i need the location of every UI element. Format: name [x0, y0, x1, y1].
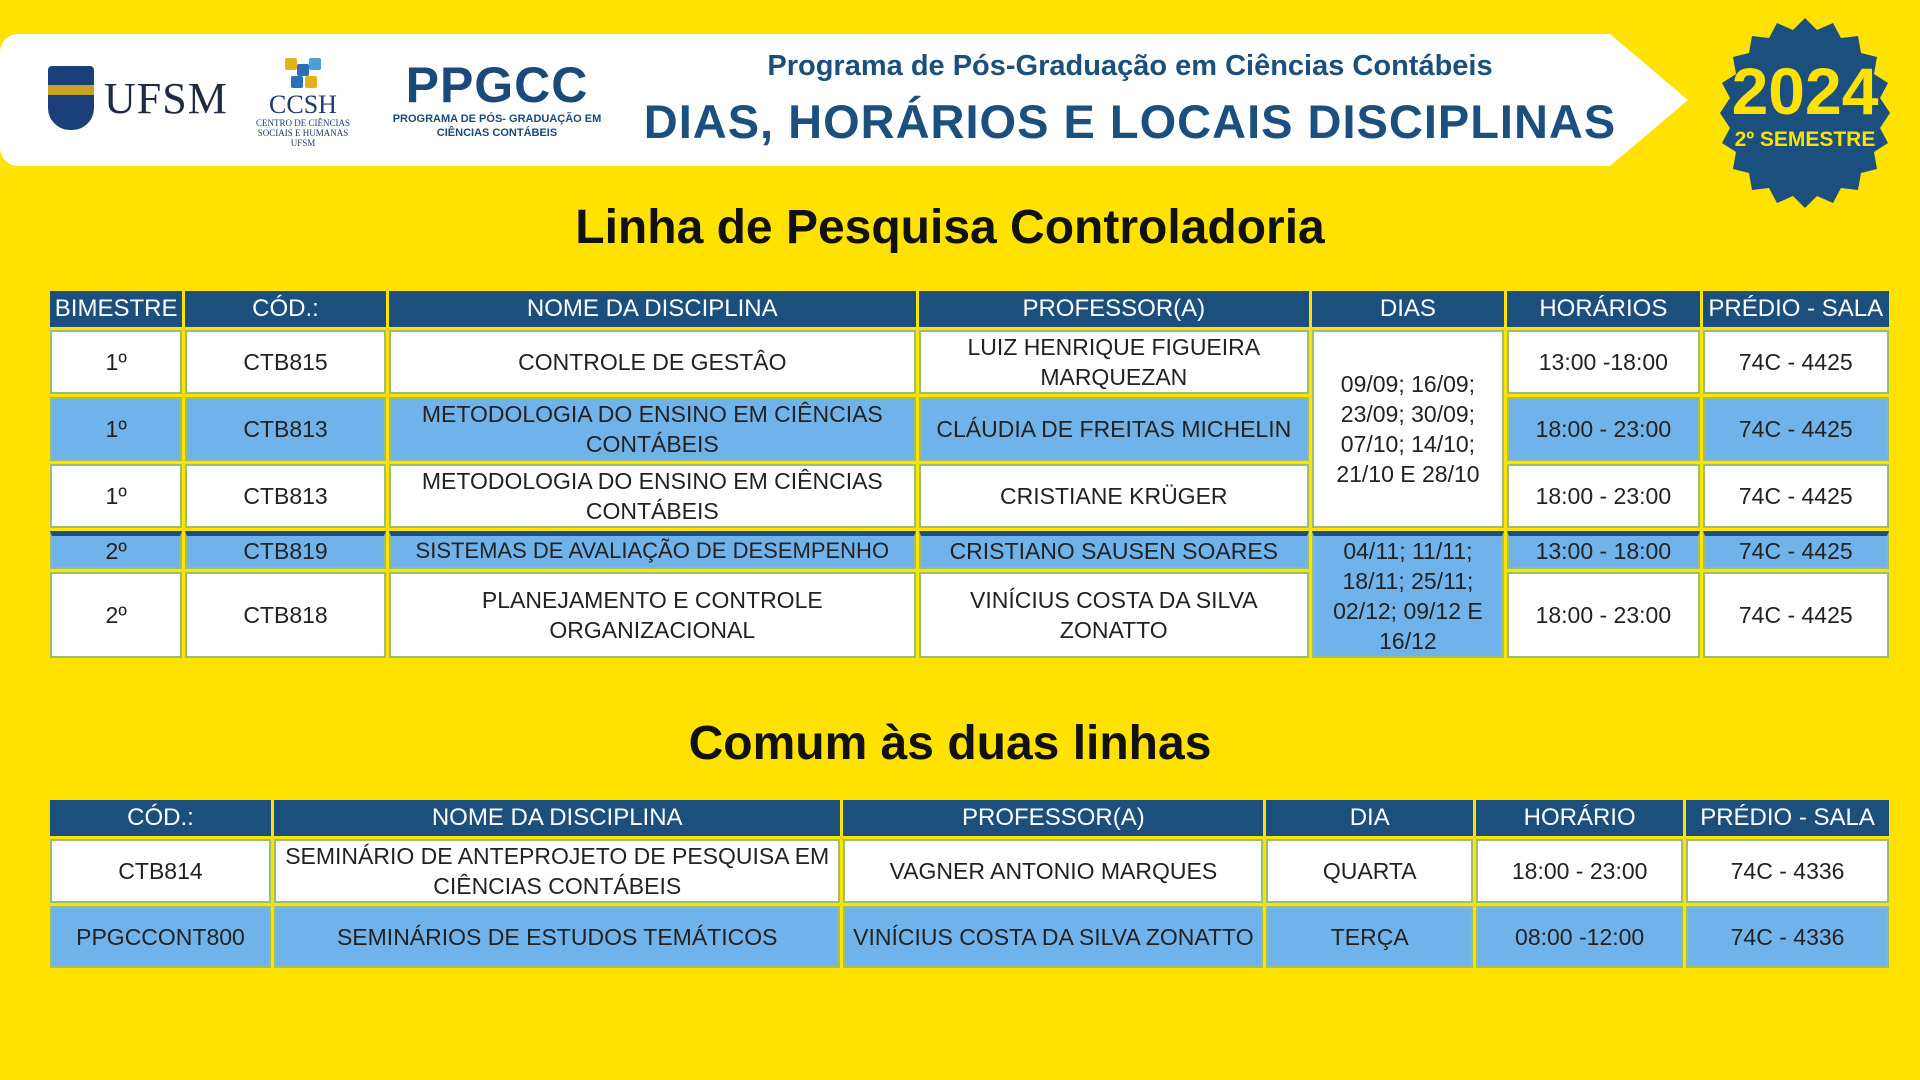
ccsh-mark-icon: [285, 58, 321, 90]
cell-bimestre: 2º: [50, 531, 182, 569]
cell-sala: 74C - 4425: [1703, 531, 1889, 569]
cell-professor: CRISTIANE KRÜGER: [919, 464, 1309, 528]
cell-cod: CTB819: [185, 531, 385, 569]
cell-horario: 18:00 - 23:00: [1507, 464, 1699, 528]
header-horarios: HORÁRIOS: [1507, 291, 1699, 327]
cell-cod: CTB813: [185, 397, 385, 461]
header-dia: DIA: [1266, 800, 1473, 836]
program-title: Programa de Pós-Graduação em Ciências Contábeis: [767, 50, 1493, 82]
cell-nome: SISTEMAS DE AVALIAÇÃO DE DESEMPENHO: [389, 531, 916, 569]
cell-horario: 18:00 - 23:00: [1507, 572, 1699, 658]
cell-dia: TERÇA: [1266, 906, 1473, 968]
table-row: [50, 839, 1889, 903]
table-row: [50, 397, 1889, 461]
cell-dias-bimestre-2: 04/11; 11/11; 18/11; 25/11; 02/12; 09/12 E 16/12: [1312, 531, 1504, 658]
section-title-controladoria: Linha de Pesquisa Controladoria: [575, 201, 1325, 254]
cell-nome: METODOLOGIA DO ENSINO EM CIÊNCIAS CONTÁBEIS: [389, 397, 916, 461]
cell-sala: 74C - 4425: [1703, 397, 1889, 461]
cell-sala: 74C - 4336: [1686, 906, 1889, 968]
table-row: [50, 330, 1889, 394]
cell-nome: CONTROLE DE GESTÂO: [389, 330, 916, 394]
cell-cod: CTB813: [185, 464, 385, 528]
cell-dia: QUARTA: [1266, 839, 1473, 903]
cell-horario: 13:00 -18:00: [1507, 330, 1699, 394]
cell-professor: VAGNER ANTONIO MARQUES: [843, 839, 1263, 903]
cell-cod: CTB814: [50, 839, 271, 903]
ppgcc-logo: [392, 58, 602, 140]
cell-dias-bimestre-1: 09/09; 16/09; 23/09; 30/09; 07/10; 14/10; 21/10 E 28/10: [1312, 330, 1504, 528]
header-professor: PROFESSOR(A): [843, 800, 1263, 836]
header-horario: HORÁRIO: [1476, 800, 1683, 836]
cell-bimestre: 1º: [50, 330, 182, 394]
cell-professor: LUIZ HENRIQUE FIGUEIRA MARQUEZAN: [919, 330, 1309, 394]
cell-horario: 18:00 - 23:00: [1476, 839, 1683, 903]
cell-horario: 13:00 - 18:00: [1507, 531, 1699, 569]
controladoria-table: [47, 288, 1892, 661]
ppgcc-logo-subtitle: PROGRAMA DE PÓS- GRADUAÇÃO EM CIÊNCIAS CONTÁBEIS: [392, 113, 602, 139]
ufsm-crest-icon: [48, 66, 94, 130]
table-row: [50, 572, 1889, 658]
table-header-row: [50, 800, 1889, 836]
header-nome: NOME DA DISCIPLINA: [389, 291, 916, 327]
cell-nome: SEMINÁRIO DE ANTEPROJETO DE PESQUISA EM CIÊNCIAS CONTÁBEIS: [274, 839, 840, 903]
header-bimestre: BIMESTRE: [50, 291, 182, 327]
cell-horario: 08:00 -12:00: [1476, 906, 1683, 968]
cell-professor: VINÍCIUS COSTA DA SILVA ZONATTO: [919, 572, 1309, 658]
ufsm-logo-text: UFSM: [104, 73, 228, 123]
ufsm-logo: [48, 66, 228, 130]
section-title-comum: Comum às duas linhas: [688, 717, 1212, 770]
header-sala: PRÉDIO - SALA: [1703, 291, 1889, 327]
cell-bimestre: 1º: [50, 397, 182, 461]
ccsh-logo-title: CCSH: [269, 90, 337, 119]
cell-horario: 18:00 - 23:00: [1507, 397, 1699, 461]
cell-professor: VINÍCIUS COSTA DA SILVA ZONATTO: [843, 906, 1263, 968]
table-row: [50, 531, 1889, 569]
badge-year: 2024: [1731, 54, 1879, 128]
table-header-row: [50, 291, 1889, 327]
cell-nome: METODOLOGIA DO ENSINO EM CIÊNCIAS CONTÁBEIS: [389, 464, 916, 528]
cell-sala: 74C - 4425: [1703, 464, 1889, 528]
header-professor: PROFESSOR(A): [919, 291, 1309, 327]
cell-sala: 74C - 4425: [1703, 572, 1889, 658]
header-dias: DIAS: [1312, 291, 1504, 327]
table-row: [50, 464, 1889, 528]
header-sala: PRÉDIO - SALA: [1686, 800, 1889, 836]
main-title: DIAS, HORÁRIOS E LOCAIS DISCIPLINAS: [643, 95, 1617, 148]
cell-bimestre: 1º: [50, 464, 182, 528]
table-row: [50, 906, 1889, 968]
header-cod: CÓD.:: [50, 800, 271, 836]
ccsh-logo: [248, 58, 358, 148]
comum-table: [47, 797, 1892, 971]
cell-professor: CRISTIANO SAUSEN SOARES: [919, 531, 1309, 569]
ccsh-logo-subtitle: CENTRO DE CIÊNCIAS SOCIAIS E HUMANAS UFSM: [256, 118, 350, 148]
badge-semester: 2º SEMESTRE: [1734, 128, 1876, 151]
cell-cod: CTB815: [185, 330, 385, 394]
header-nome: NOME DA DISCIPLINA: [274, 800, 840, 836]
header-cod: CÓD.:: [185, 291, 385, 327]
cell-nome: PLANEJAMENTO E CONTROLE ORGANIZACIONAL: [389, 572, 916, 658]
semester-badge: [1708, 16, 1902, 210]
cell-cod: CTB818: [185, 572, 385, 658]
ppgcc-logo-title: PPGCC: [405, 57, 589, 113]
cell-bimestre: 2º: [50, 572, 182, 658]
cell-cod: PPGCCONT800: [50, 906, 271, 968]
cell-nome: SEMINÁRIOS DE ESTUDOS TEMÁTICOS: [274, 906, 840, 968]
cell-sala: 74C - 4336: [1686, 839, 1889, 903]
cell-sala: 74C - 4425: [1703, 330, 1889, 394]
cell-professor: CLÁUDIA DE FREITAS MICHELIN: [919, 397, 1309, 461]
